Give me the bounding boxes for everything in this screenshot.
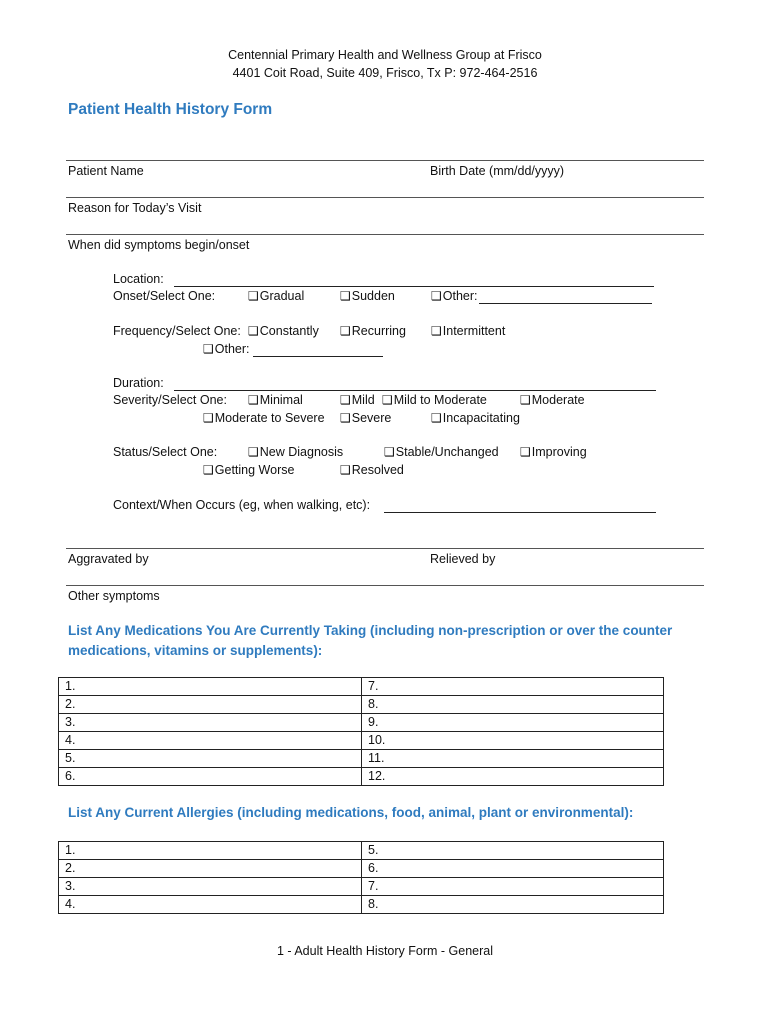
- table-row: [59, 678, 664, 696]
- medication-cell[interactable]: 2.: [59, 696, 362, 714]
- page-footer: 1 - Adult Health History Form - General: [276, 944, 494, 958]
- other-symptoms-label: Other symptoms: [68, 589, 160, 603]
- medication-cell[interactable]: 3.: [59, 714, 362, 732]
- table-row: [59, 860, 664, 878]
- medication-cell[interactable]: 12.: [362, 768, 664, 786]
- status-resolved-checkbox[interactable]: ❑ Resolved: [340, 463, 404, 477]
- divider: [66, 160, 704, 161]
- allergies-heading: List Any Current Allergies (including medications, food, animal, plant or environmental):: [68, 805, 634, 820]
- frequency-intermittent-checkbox[interactable]: ❑ Intermittent: [431, 324, 505, 338]
- medications-table: [58, 677, 664, 786]
- medication-cell[interactable]: 4.: [59, 732, 362, 750]
- table-row: [59, 732, 664, 750]
- aggravated-label: Aggravated by: [68, 552, 149, 566]
- allergy-cell[interactable]: 5.: [362, 842, 664, 860]
- patient-name-label: Patient Name: [68, 164, 144, 178]
- context-field[interactable]: [384, 512, 656, 513]
- location-field[interactable]: [174, 286, 654, 287]
- status-improving-checkbox[interactable]: ❑ Improving: [520, 445, 587, 459]
- onset-select-label: Onset/Select One:: [113, 289, 216, 303]
- severity-severe-checkbox[interactable]: ❑ Severe: [340, 411, 391, 425]
- org-address: 4401 Coit Road, Suite 409, Frisco, Tx P: 972-464-2516: [232, 66, 538, 80]
- allergy-cell[interactable]: 3.: [59, 878, 362, 896]
- table-row: [59, 896, 664, 914]
- onset-gradual-checkbox[interactable]: ❑ Gradual: [248, 289, 304, 303]
- severity-select-label: Severity/Select One:: [113, 393, 227, 407]
- table-row: [59, 878, 664, 896]
- duration-field[interactable]: [174, 390, 656, 391]
- medication-cell[interactable]: 7.: [362, 678, 664, 696]
- allergy-cell[interactable]: 1.: [59, 842, 362, 860]
- allergy-cell[interactable]: 8.: [362, 896, 664, 914]
- medication-cell[interactable]: 1.: [59, 678, 362, 696]
- frequency-other-checkbox[interactable]: ❑ Other:: [203, 342, 250, 356]
- frequency-select-label: Frequency/Select One:: [113, 324, 241, 338]
- divider: [66, 585, 704, 586]
- severity-mild-checkbox[interactable]: ❑ Mild: [340, 393, 375, 407]
- severity-incapacitating-checkbox[interactable]: ❑ Incapacitating: [431, 411, 520, 425]
- relieved-label: Relieved by: [430, 552, 496, 566]
- table-row: [59, 714, 664, 732]
- severity-minimal-checkbox[interactable]: ❑ Minimal: [248, 393, 303, 407]
- location-label: Location:: [113, 272, 164, 286]
- allergy-cell[interactable]: 2.: [59, 860, 362, 878]
- frequency-other-field[interactable]: [253, 356, 383, 357]
- form-title: Patient Health History Form: [68, 101, 273, 118]
- onset-other-checkbox[interactable]: ❑ Other:: [431, 289, 478, 303]
- status-select-label: Status/Select One:: [113, 445, 218, 459]
- table-row: [59, 842, 664, 860]
- onset-other-field[interactable]: [479, 303, 652, 304]
- medication-cell[interactable]: 9.: [362, 714, 664, 732]
- medication-cell[interactable]: 8.: [362, 696, 664, 714]
- medication-cell[interactable]: 10.: [362, 732, 664, 750]
- status-stable-checkbox[interactable]: ❑ Stable/Unchanged: [384, 445, 499, 459]
- divider: [66, 234, 704, 235]
- table-row: [59, 768, 664, 786]
- table-row: [59, 696, 664, 714]
- allergy-cell[interactable]: 7.: [362, 878, 664, 896]
- medication-cell[interactable]: 11.: [362, 750, 664, 768]
- frequency-constantly-checkbox[interactable]: ❑ Constantly: [248, 324, 319, 338]
- medications-heading-line2: medications, vitamins or supplements):: [68, 643, 323, 658]
- org-name: Centennial Primary Health and Wellness Group at Frisco: [228, 48, 542, 62]
- severity-moderate-to-severe-checkbox[interactable]: ❑ Moderate to Severe: [203, 411, 325, 425]
- allergies-table: [58, 841, 664, 914]
- divider: [66, 197, 704, 198]
- allergy-cell[interactable]: 4.: [59, 896, 362, 914]
- birth-date-label: Birth Date (mm/dd/yyyy): [430, 164, 565, 178]
- frequency-recurring-checkbox[interactable]: ❑ Recurring: [340, 324, 406, 338]
- severity-mild-to-moderate-checkbox[interactable]: ❑ Mild to Moderate: [382, 393, 487, 407]
- status-getting-worse-checkbox[interactable]: ❑ Getting Worse: [203, 463, 294, 477]
- reason-label: Reason for Today’s Visit: [68, 201, 202, 215]
- onset-sudden-checkbox[interactable]: ❑ Sudden: [340, 289, 395, 303]
- divider: [66, 548, 704, 549]
- status-new-diagnosis-checkbox[interactable]: ❑ New Diagnosis: [248, 445, 343, 459]
- medication-cell[interactable]: 6.: [59, 768, 362, 786]
- onset-label: When did symptoms begin/onset: [68, 238, 250, 252]
- context-label: Context/When Occurs (eg, when walking, etc):: [113, 498, 371, 512]
- medication-cell[interactable]: 5.: [59, 750, 362, 768]
- table-row: [59, 750, 664, 768]
- duration-label: Duration:: [113, 376, 164, 390]
- medications-heading-line1: List Any Medications You Are Currently Taking (including non-prescription or over the counter: [68, 623, 673, 638]
- severity-moderate-checkbox[interactable]: ❑ Moderate: [520, 393, 585, 407]
- allergy-cell[interactable]: 6.: [362, 860, 664, 878]
